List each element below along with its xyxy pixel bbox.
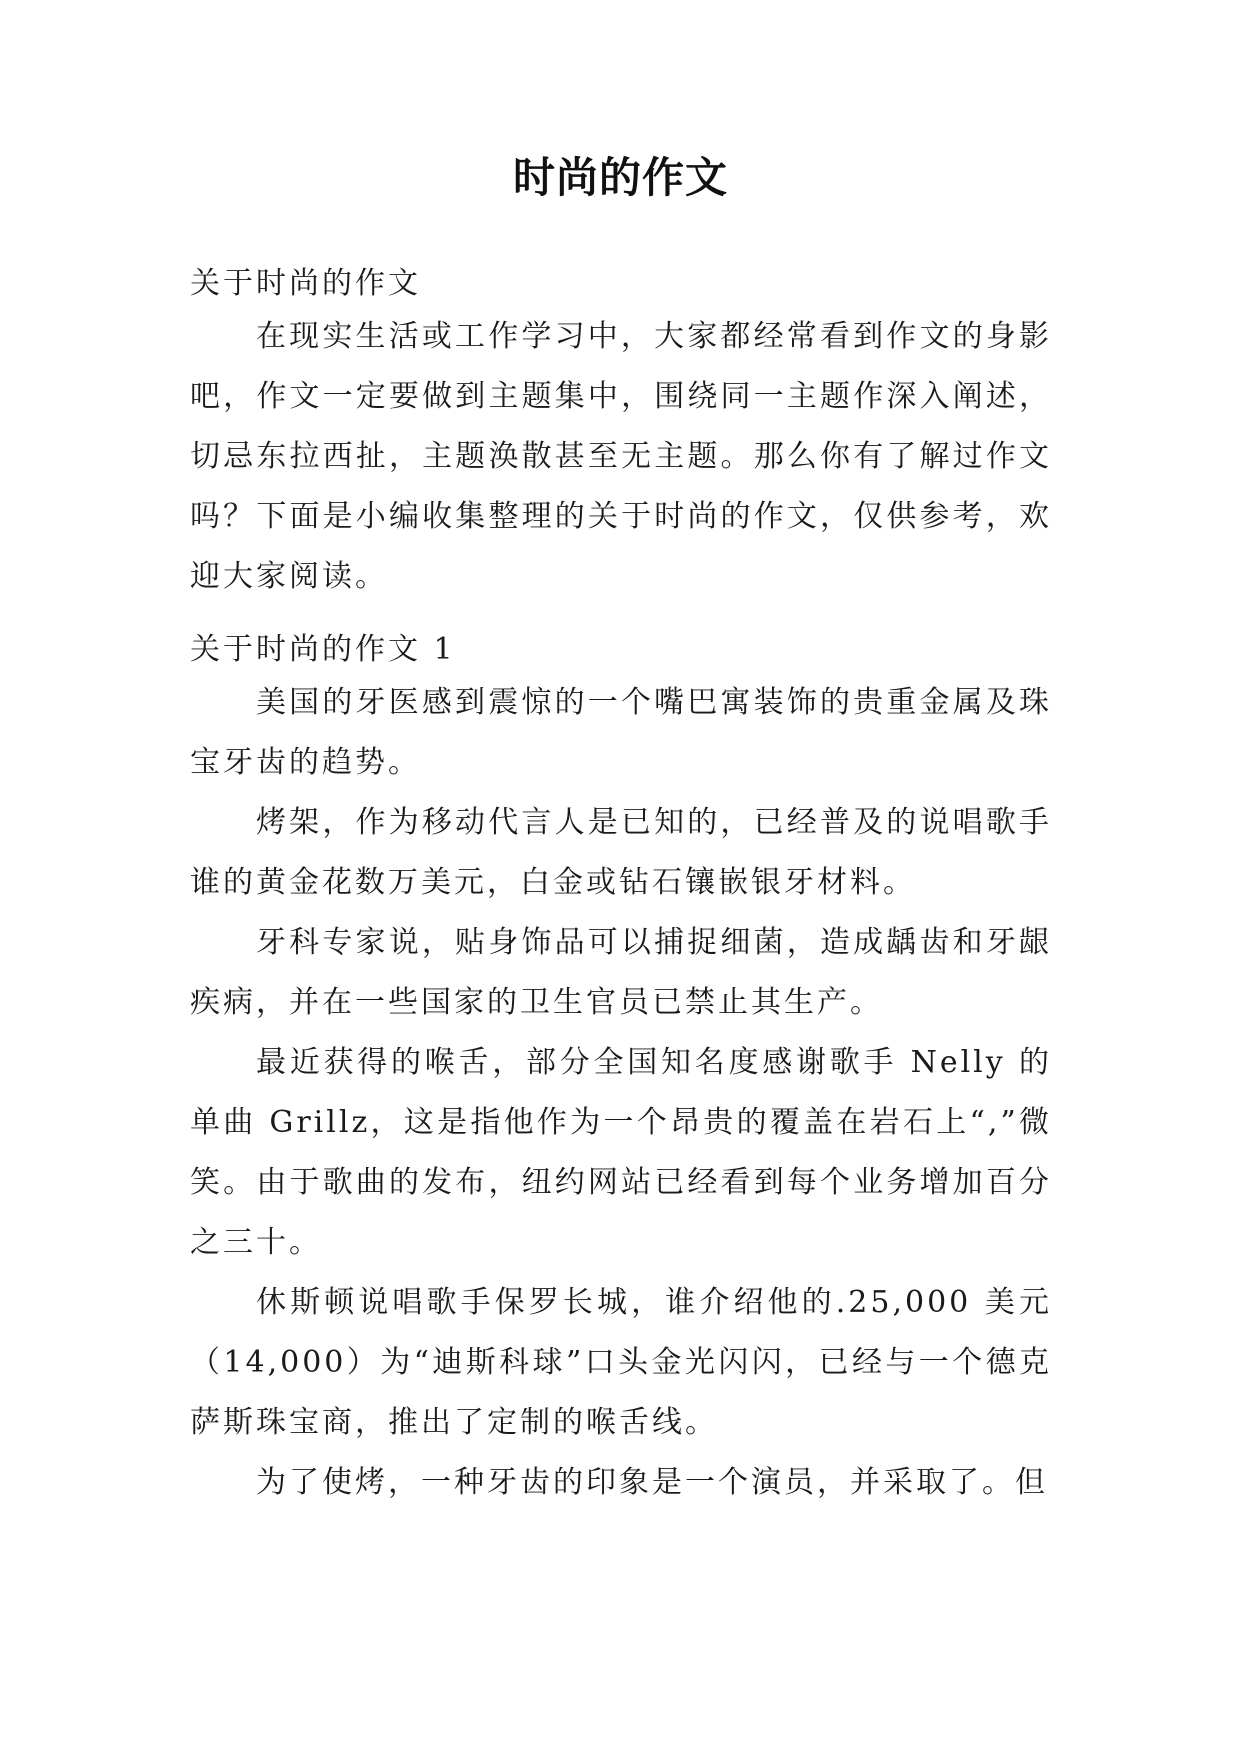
section-paragraph: 休斯顿说唱歌手保罗长城，谁介绍他的.25,000 美元（14,000）为“迪斯科球”口头金光闪闪，已经与一个德克萨斯珠宝商，推出了定制的喉舌线。 <box>190 1285 1052 1440</box>
intro-heading: 关于时尚的作文 <box>190 266 421 301</box>
section-paragraph: 为了使烤，一种牙齿的印象是一个演员，并采取了。但 <box>256 1465 1048 1500</box>
section-paragraph: 美国的牙医感到震惊的一个嘴巴寓装饰的贵重金属及珠宝牙齿的趋势。 <box>190 685 1052 780</box>
section-paragraph: 烤架，作为移动代言人是已知的，已经普及的说唱歌手谁的黄金花数万美元，白金或钻石镶嵌银牙材料。 <box>190 805 1052 900</box>
section-heading: 关于时尚的作文 1 <box>190 632 456 667</box>
intro-paragraph: 在现实生活或工作学习中，大家都经常看到作文的身影吧，作文一定要做到主题集中，围绕同一主题作深入阐述，切忌东拉西扯，主题涣散甚至无主题。那么你有了解过作文吗？下面是小编收集整理的关于时尚的作文，仅供参考，欢迎大家阅读。 <box>190 319 1052 594</box>
section-body <box>190 673 1052 1513</box>
section-paragraph: 最近获得的喉舌，部分全国知名度感谢歌手 Nelly 的单曲 Grillz，这是指他作为一个昂贵的覆盖在岩石上“,”微笑。由于歌曲的发布，纽约网站已经看到每个业务增加百分之三十。 <box>190 1045 1052 1260</box>
document-title: 时尚的作文 <box>512 153 728 202</box>
intro-block <box>190 307 1052 607</box>
section-paragraph: 牙科专家说，贴身饰品可以捕捉细菌，造成龋齿和牙龈疾病，并在一些国家的卫生官员已禁止其生产。 <box>190 925 1052 1020</box>
